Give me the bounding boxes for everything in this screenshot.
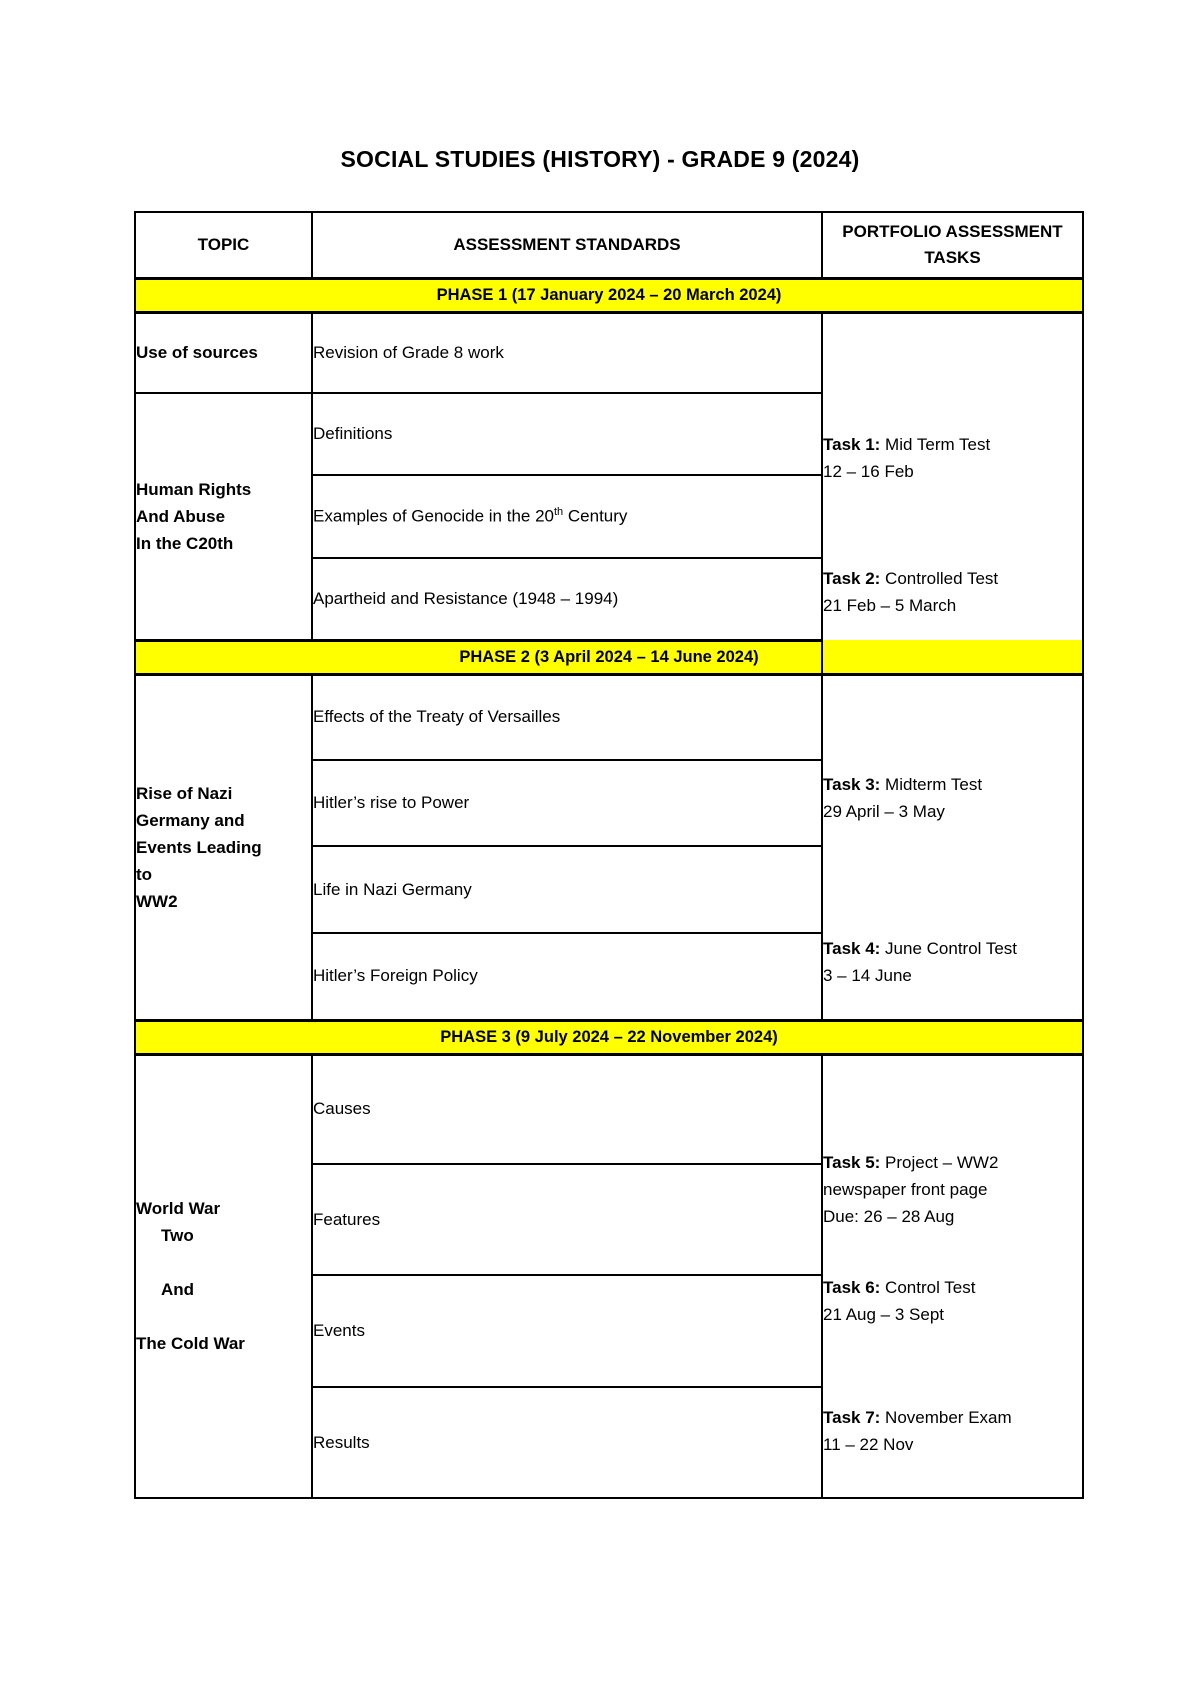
task-6: Task 6: Control Test 21 Aug – 3 Sept [823,1277,976,1324]
task-5: Task 5: Project – WW2 newspaper front page Due: 26 – 28 Aug [823,1152,999,1226]
standard-apartheid: Apartheid and Resistance (1948 – 1994) [312,558,822,640]
topic-human-rights: Human Rights And Abuse In the C20th [135,393,312,640]
assessment-plan-table [134,211,1084,1499]
task-7: Task 7: November Exam 11 – 22 Nov [823,1407,1012,1454]
standard-life-nazi-germany: Life in Nazi Germany [312,846,822,933]
phase-2-tasks [822,674,1083,1020]
task-2: Task 2: Controlled Test 21 Feb – 5 March [823,569,999,615]
table-row [135,674,1083,760]
phase-3-row [135,1020,1083,1054]
phase-2-row [135,640,1083,674]
standard-genocide: Examples of Genocide in the 20th Century [312,475,822,558]
table-header-row [135,212,1083,278]
standard-hitler-rise: Hitler’s rise to Power [312,760,822,846]
topic-use-of-sources: Use of sources [135,312,312,393]
phase-1-label: PHASE 1 (17 January 2024 – 20 March 2024) [135,278,1083,312]
standard-causes: Causes [312,1054,822,1164]
header-standards: ASSESSMENT STANDARDS [312,212,822,278]
page-title: SOCIAL STUDIES (HISTORY) - GRADE 9 (2024) [340,146,860,172]
standard-events: Events [312,1275,822,1387]
header-topic: TOPIC [135,212,312,278]
phase-3-label: PHASE 3 (9 July 2024 – 22 November 2024) [135,1020,1083,1054]
phase-2-label: PHASE 2 (3 April 2024 – 14 June 2024) [135,640,1083,674]
table-row [135,1054,1083,1164]
task-1: Task 1: Mid Term Test 12 – 16 Feb [823,435,991,481]
standard-revision: Revision of Grade 8 work [312,312,822,393]
standard-definitions: Definitions [312,393,822,475]
topic-rise-of-nazi-germany: Rise of Nazi Germany and Events Leading to WW2 [135,674,312,1020]
standard-foreign-policy: Hitler’s Foreign Policy [312,933,822,1020]
phase-1-tasks [822,312,1083,674]
task-4: Task 4: June Control Test 3 – 14 June [823,939,1018,985]
standard-results: Results [312,1387,822,1498]
task-3: Task 3: Midterm Test 29 April – 3 May [823,775,983,821]
topic-ww2-cold-war: World War Two And The Cold War [135,1054,312,1498]
phase-3-tasks [822,1054,1083,1498]
standard-features: Features [312,1164,822,1275]
header-tasks: PORTFOLIO ASSESSMENT TASKS [822,212,1083,278]
table-row [135,312,1083,393]
phase-1-row [135,278,1083,312]
standard-versailles: Effects of the Treaty of Versailles [312,674,822,760]
